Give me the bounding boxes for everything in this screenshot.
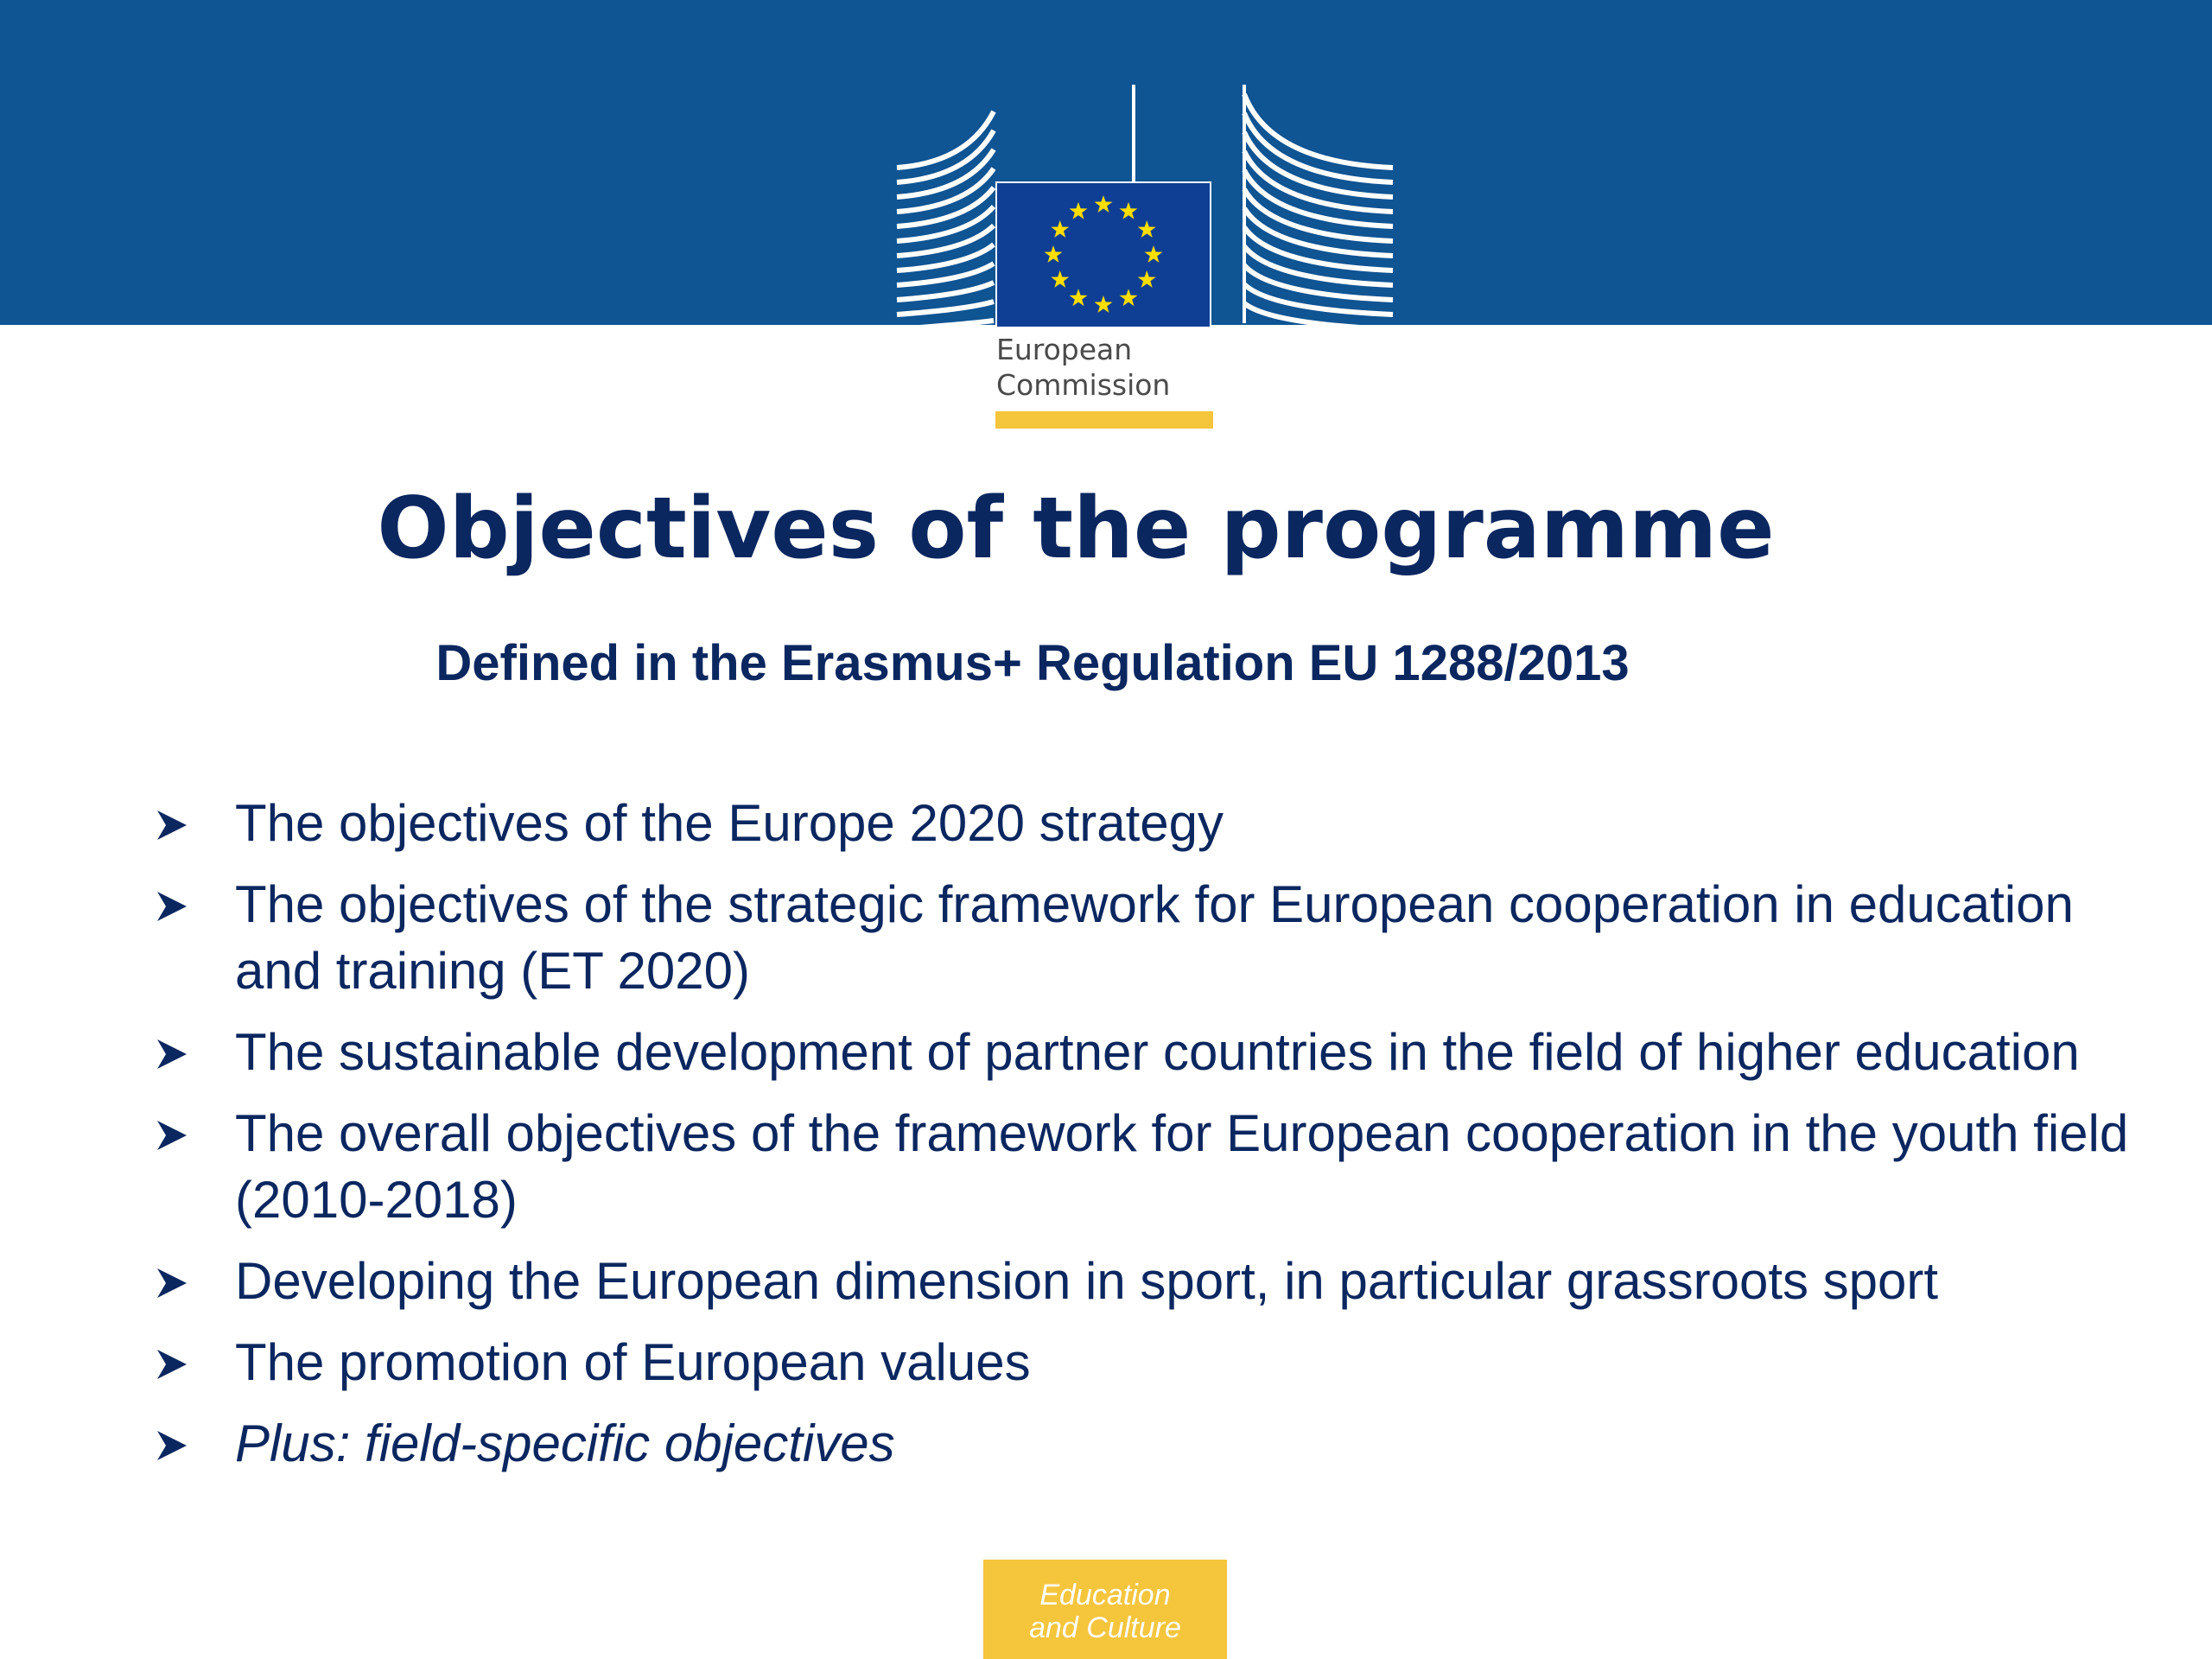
- footer-line-2: and Culture: [1029, 1611, 1181, 1644]
- european-commission-logo: [890, 78, 1400, 354]
- building-stripe: [897, 302, 994, 315]
- objective-item: [156, 1248, 2160, 1314]
- objective-item: [156, 1019, 2160, 1085]
- arrowhead-bullet-icon: [156, 890, 188, 923]
- footer-line-1: Education: [1039, 1579, 1171, 1611]
- objective-text: The objectives of the strategic framework for European cooperation in education and training (ET 2020): [235, 875, 2074, 1000]
- objective-text: Plus: field-specific objectives: [235, 1414, 895, 1472]
- building-stripe: [897, 168, 994, 212]
- building-stripe: [897, 111, 994, 168]
- footer-badge: [983, 1560, 1227, 1659]
- slide-title: Objectives of the programme: [377, 480, 1775, 578]
- building-stripe: [1244, 94, 1393, 168]
- objective-item: [156, 1410, 2160, 1477]
- objective-text: The objectives of the Europe 2020 strategy: [235, 794, 1224, 852]
- objective-item: [156, 871, 2160, 1004]
- objective-text: The sustainable development of partner countries in the field of higher education: [235, 1023, 2080, 1081]
- arrowhead-bullet-icon: [156, 1119, 188, 1152]
- objective-text: The promotion of European values: [235, 1333, 1031, 1391]
- slide-subtitle: Defined in the Erasmus+ Regulation EU 1288/2013: [435, 635, 1630, 691]
- objective-text: The overall objectives of the framework for European cooperation in the youth field (2010-2018): [235, 1104, 2129, 1229]
- logo-yellow-bar: [995, 411, 1213, 429]
- arrowhead-bullet-icon: [156, 1267, 188, 1300]
- objective-item: [156, 1329, 2160, 1395]
- logo-label: [996, 332, 1212, 403]
- arrowhead-bullet-icon: [156, 1348, 188, 1381]
- objective-item: [156, 1100, 2160, 1233]
- building-stripe: [1244, 113, 1393, 182]
- objective-text: Developing the European dimension in sport, in particular grassroots sport: [235, 1252, 1939, 1310]
- arrowhead-bullet-icon: [156, 809, 188, 842]
- objectives-list: [156, 790, 2160, 1491]
- logo-line-1: European: [996, 333, 1133, 366]
- objective-item: [156, 790, 2160, 856]
- arrowhead-bullet-icon: [156, 1429, 188, 1462]
- building-stripe: [897, 321, 994, 329]
- logo-line-2: Commission: [996, 368, 1171, 402]
- arrowhead-bullet-icon: [156, 1038, 188, 1071]
